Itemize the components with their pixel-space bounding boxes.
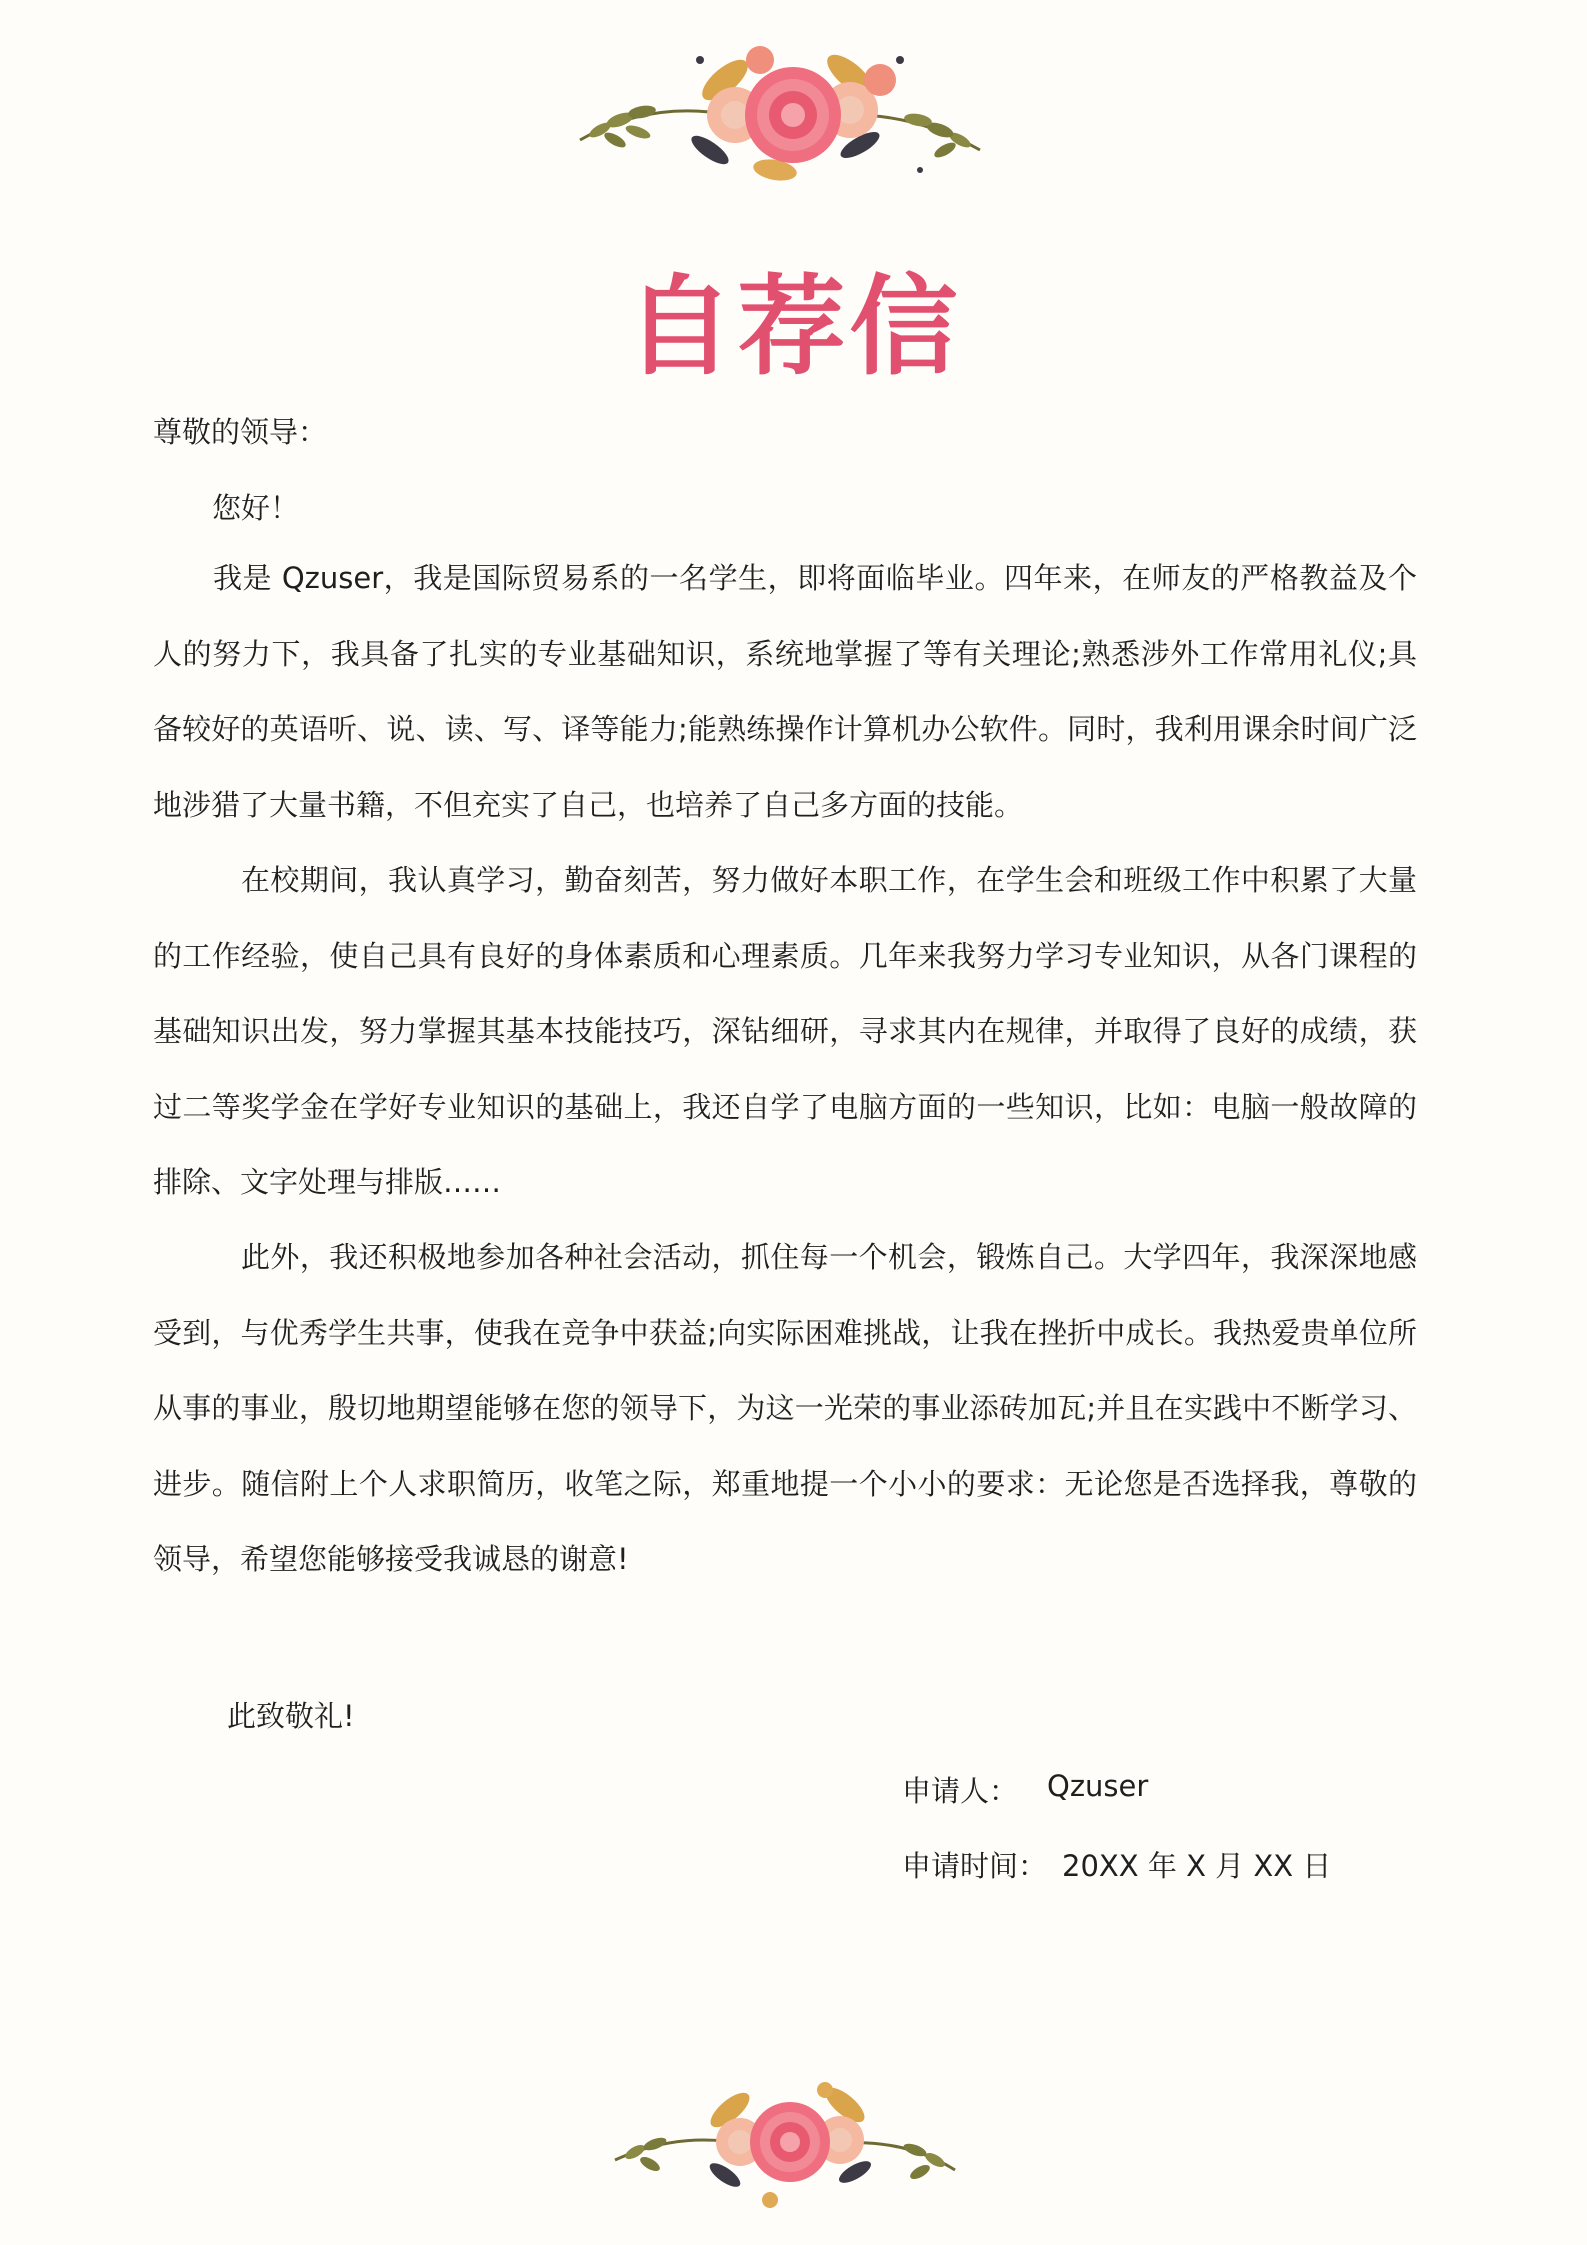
applicant-label: 申请人： xyxy=(902,1774,1019,1808)
salutation: 尊敬的领导： xyxy=(153,415,328,449)
paragraph-school: 在校期间，我认真学习，勤奋刻苦，努力做好本职工作，在学生会和班级工作中积累了大量的工作经验，使自己具有良好的身体素质和心理素质。几年来我努力学习专业知识，从各门课程的基础知识出发，努力掌握其基本技能技巧，深钻细研，寻求其内在规律，并取得了良好的成绩，获过二等奖学金在学好专业知识的基础上，我还自学了电脑方面的一些知识，比如：电脑一般故障的排除、文字处理与排版…… xyxy=(153,863,1417,1199)
closing: 此致敬礼! xyxy=(227,1699,355,1733)
greeting: 您好！ xyxy=(212,491,300,525)
floral-decoration-bottom-icon xyxy=(600,2060,970,2220)
applicant-value: Qzuser xyxy=(1047,1769,1149,1803)
paragraph-intro: 我是 Qzuser，我是国际贸易系的一名学生，即将面临毕业。四年来，在师友的严格教益及个人的努力下，我具备了扎实的专业基础知识，系统地掌握了等有关理论;熟悉涉外工作常用礼仪;具备较好的英语听、说、读、写、译等能力;能熟练操作计算机办公软件。同时，我利用课余时间广泛地涉猎了大量书籍，不但充实了自己，也培养了自己多方面的技能。 xyxy=(153,561,1417,822)
paragraph-activities: 此外，我还积极地参加各种社会活动，抓住每一个机会，锻炼自己。大学四年，我深深地感受到，与优秀学生共事，使我在竞争中获益;向实际困难挑战，让我在挫折中成长。我热爱贵单位所从事的事业，殷切地期望能够在您的领导下，为这一光荣的事业添砖加瓦;并且在实践中不断学习、进步。随信附上个人求职简历，收笔之际，郑重地提一个小小的要求：无论您是否选择我，尊敬的领导，希望您能够接受我诚恳的谢意! xyxy=(153,1240,1417,1576)
date-label: 申请时间： xyxy=(902,1849,1048,1883)
floral-decoration-top-icon xyxy=(560,20,1000,200)
page-title: 自荐信 xyxy=(625,265,962,390)
date-value: 20XX 年 X 月 XX 日 xyxy=(1062,1849,1332,1883)
